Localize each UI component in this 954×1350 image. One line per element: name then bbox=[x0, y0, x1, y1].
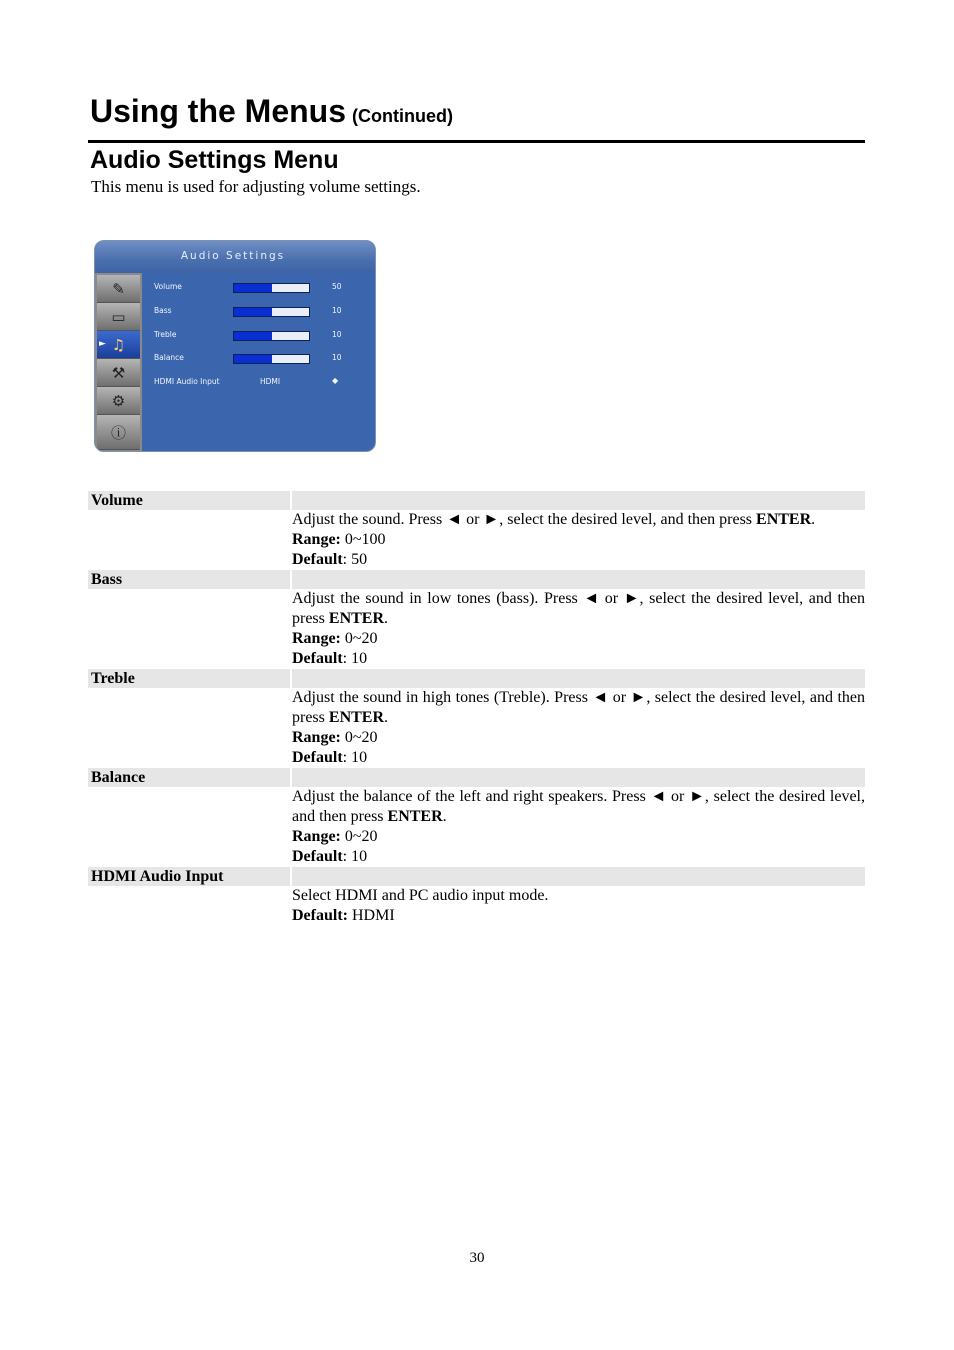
setting-description: Adjust the sound. Press ◄ or ►, select the desired level, and then press ENTER. Range: 0~100 Default: 50 bbox=[292, 511, 816, 568]
table-row-header bbox=[88, 669, 865, 688]
enter-key: ENTER bbox=[328, 610, 385, 627]
desc-text: Adjust the sound in high tones (Treble). Press ◄ or ►, select the desired level, and then press bbox=[292, 689, 865, 726]
screen-icon[interactable]: ▭ bbox=[97, 303, 140, 331]
default-value: 10 bbox=[351, 749, 368, 766]
setting-name: Volume bbox=[91, 492, 143, 509]
setting-name: Balance bbox=[91, 769, 146, 786]
range-label: Range: bbox=[292, 630, 341, 647]
default-label: Default bbox=[292, 551, 343, 568]
osd-row-label: Volume bbox=[154, 282, 182, 291]
osd-row-value: 10 bbox=[332, 353, 342, 362]
info-icon[interactable]: ⓘ bbox=[97, 415, 140, 450]
range-value: 0~100 bbox=[344, 531, 386, 548]
audio-settings-osd bbox=[94, 240, 376, 452]
range-label: Range: bbox=[292, 729, 341, 746]
default-label: Default: bbox=[292, 907, 348, 924]
default-label: Default bbox=[292, 848, 343, 865]
osd-sidebar bbox=[95, 273, 142, 451]
setting-description: Adjust the sound in high tones (Treble). Press ◄ or ►, select the desired level, and then press ENTER. Range: 0~20 Default: 10 bbox=[292, 689, 865, 766]
title-continued: (Continued) bbox=[352, 106, 453, 126]
range-label: Range: bbox=[292, 828, 341, 845]
desc-text: Adjust the balance of the left and right speakers. Press ◄ or ►, select the desired level, and then press bbox=[292, 788, 865, 825]
osd-panel bbox=[94, 240, 376, 452]
osd-row-label: HDMI Audio Input bbox=[154, 377, 220, 386]
page-number: 30 bbox=[469, 1250, 485, 1266]
enter-key: ENTER bbox=[756, 511, 812, 528]
setting-description: Adjust the balance of the left and right speakers. Press ◄ or ►, select the desired level, and then press ENTER. Range: 0~20 Default: 10 bbox=[292, 788, 865, 865]
setting-name: Bass bbox=[91, 571, 123, 588]
osd-slider[interactable] bbox=[233, 331, 310, 341]
osd-slider[interactable] bbox=[233, 283, 310, 293]
slider-fill bbox=[234, 332, 272, 340]
title-rule bbox=[88, 140, 865, 143]
default-value: 10 bbox=[351, 848, 368, 865]
default-value: HDMI bbox=[351, 907, 395, 924]
selection-arrow-icon: ► bbox=[99, 339, 106, 349]
section-title: Audio Settings Menu bbox=[90, 146, 339, 174]
column-separator bbox=[290, 768, 292, 787]
osd-row-value: 10 bbox=[332, 306, 342, 315]
table-row-header bbox=[88, 570, 865, 589]
setting-description: Adjust the sound in low tones (bass). Press ◄ or ►, select the desired level, and then press ENTER. Range: 0~20 Default: 10 bbox=[292, 590, 865, 667]
column-separator bbox=[290, 570, 292, 589]
section-intro: This menu is used for adjusting volume settings. bbox=[91, 177, 421, 196]
osd-title: Audio Settings bbox=[180, 250, 286, 262]
column-separator bbox=[290, 867, 292, 886]
column-separator bbox=[290, 491, 292, 510]
desc-text: Select HDMI and PC audio input mode. bbox=[292, 887, 549, 904]
title-text: Using the Menus bbox=[90, 93, 347, 129]
osd-row-value: HDMI bbox=[260, 377, 281, 386]
gear-icon[interactable]: ⚙ bbox=[97, 387, 140, 415]
setting-name: HDMI Audio Input bbox=[91, 868, 224, 885]
osd-row-label: Bass bbox=[154, 306, 172, 315]
default-value: 10 bbox=[351, 650, 368, 667]
osd-slider[interactable] bbox=[233, 307, 310, 317]
table-row-header bbox=[88, 768, 865, 787]
desc-text: Adjust the sound in low tones (bass). Press ◄ or ►, select the desired level, and then press bbox=[292, 590, 865, 627]
music-note-icon[interactable]: ♫ bbox=[97, 331, 140, 359]
table-row-header bbox=[88, 867, 865, 886]
table-row-header bbox=[88, 491, 865, 510]
picture-tools-icon[interactable]: ✎ bbox=[97, 275, 140, 303]
enter-key: ENTER bbox=[387, 808, 443, 825]
selector-diamond-icon[interactable]: ◆ bbox=[332, 376, 339, 385]
osd-row-label: Balance bbox=[154, 353, 184, 362]
enter-key: ENTER bbox=[328, 709, 385, 726]
osd-slider[interactable] bbox=[233, 354, 310, 364]
default-value: 50 bbox=[351, 551, 368, 568]
osd-row-value: 50 bbox=[332, 282, 342, 291]
range-value: 0~20 bbox=[344, 828, 378, 845]
default-label: Default bbox=[292, 650, 343, 667]
osd-header bbox=[95, 241, 375, 273]
slider-fill bbox=[234, 284, 272, 292]
desc-text: Adjust the sound. Press ◄ or ►, select the desired level, and then press bbox=[292, 511, 757, 528]
range-label: Range: bbox=[292, 531, 341, 548]
page-title bbox=[90, 92, 453, 135]
setting-description bbox=[292, 886, 865, 926]
default-label: Default bbox=[292, 749, 343, 766]
range-value: 0~20 bbox=[344, 729, 378, 746]
slider-fill bbox=[234, 308, 272, 316]
options-icon[interactable]: ⚒ bbox=[97, 359, 140, 387]
osd-row-label: Treble bbox=[154, 330, 177, 339]
setting-name: Treble bbox=[91, 670, 135, 687]
range-value: 0~20 bbox=[344, 630, 378, 647]
osd-row-value: 10 bbox=[332, 330, 342, 339]
slider-fill bbox=[234, 355, 272, 363]
settings-table bbox=[88, 491, 865, 926]
column-separator bbox=[290, 669, 292, 688]
